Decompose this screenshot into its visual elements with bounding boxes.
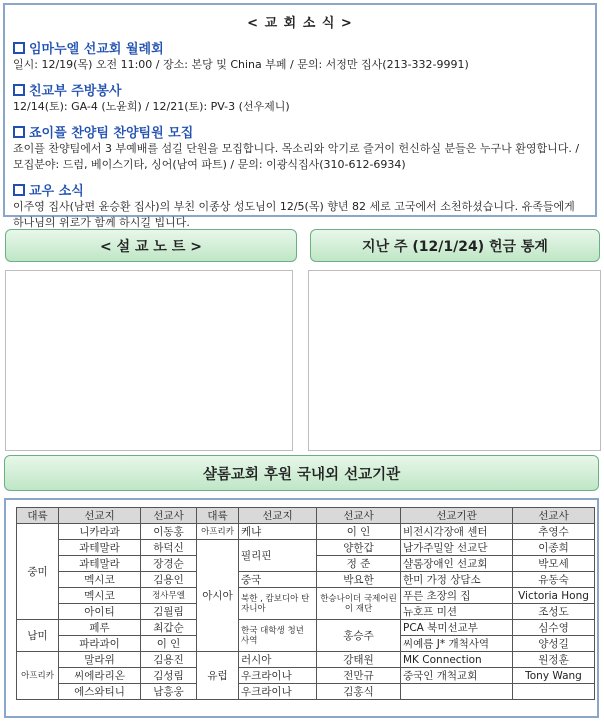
- missionary-cell: 전만규: [317, 668, 401, 684]
- missionary-cell: 이 인: [317, 524, 401, 540]
- table-header-row: [17, 508, 595, 524]
- table-row: [17, 588, 595, 604]
- news-body: 죠이플 찬양팀에서 3 부예배를 섬길 단원을 모집합니다. 목소리와 악기로 즐거이 헌신하실 분들은 누구나 환영합니다. / 모집분야: 드럼, 베이스기타, 싱어(남여 파트) / 문의: 이광식집사(310-612-6934): [13, 142, 580, 171]
- checkbox-square-icon: [13, 42, 25, 54]
- column-header: 선교사: [141, 508, 197, 524]
- missionary-cell: 김용진: [141, 652, 197, 668]
- missions-table: [16, 507, 595, 700]
- organization-cell: MK Connection: [401, 652, 513, 668]
- missionary-cell: 이종희: [513, 540, 595, 556]
- mission-field-cell: 북한 , 캄보디아 탄자니아: [239, 588, 317, 620]
- continent-cell: 아시아: [197, 540, 239, 652]
- column-header: 선교사: [317, 508, 401, 524]
- missions-header: 샬롬교회 후원 국내외 선교기관: [4, 455, 599, 491]
- missionary-cell: 심수영: [513, 620, 595, 636]
- missionary-cell: 김홍식: [317, 684, 401, 700]
- news-heading: 죠이플 찬양팀 찬양팀원 모집: [29, 126, 194, 141]
- missionary-cell: 이동홍: [141, 524, 197, 540]
- missionary-cell: 한승나이더 국제어린이 재단: [317, 588, 401, 620]
- missionary-cell: 양한갑: [317, 540, 401, 556]
- table-row: [17, 684, 595, 700]
- organization-cell: 푸른 초장의 집: [401, 588, 513, 604]
- continent-cell: 아프리카: [17, 652, 59, 700]
- column-header: 선교지: [239, 508, 317, 524]
- missionary-cell: 조성도: [513, 604, 595, 620]
- organization-cell: 비전시각장애 센터: [401, 524, 513, 540]
- organization-cell: 씨예름 J* 개척사역: [401, 636, 513, 652]
- mission-field-cell: 멕시코: [59, 572, 141, 588]
- news-item: [13, 180, 587, 231]
- missionary-cell: 하덕신: [141, 540, 197, 556]
- column-header: 선교사: [513, 508, 595, 524]
- news-heading: 임마누엘 선교회 월례회: [29, 42, 164, 57]
- mission-field-cell: 과테말라: [59, 556, 141, 572]
- table-row: [17, 572, 595, 588]
- missionary-cell: 박요한: [317, 572, 401, 588]
- table-row: [17, 668, 595, 684]
- news-item: [13, 38, 587, 73]
- continent-cell: 유럽: [197, 652, 239, 700]
- news-item: [13, 122, 587, 173]
- checkbox-square-icon: [13, 184, 25, 196]
- news-body: 12/14(토): GA-4 (노윤희) / 12/21(토): PV-3 (선우제니): [13, 100, 290, 113]
- continent-cell: 중미: [17, 524, 59, 620]
- mission-field-cell: 한국 대학생 청년 사역: [239, 620, 317, 652]
- missionary-cell: 박모세: [513, 556, 595, 572]
- news-item: [13, 80, 587, 115]
- table-row: [17, 540, 595, 556]
- news-body: 일시: 12/19(목) 오전 11:00 / 장소: 본당 및 China 부페 / 문의: 서정만 집사(213-332-9991): [13, 58, 469, 71]
- mission-field-cell: 우크라이나: [239, 684, 317, 700]
- mission-field-cell: 아이티: [59, 604, 141, 620]
- missions-table-box: [4, 498, 599, 718]
- mission-field-cell: 과테말라: [59, 540, 141, 556]
- mission-field-cell: 니카라과: [59, 524, 141, 540]
- sermon-notes-panel: [5, 270, 293, 451]
- missionary-cell: 추영수: [513, 524, 595, 540]
- missionary-cell: 정 준: [317, 556, 401, 572]
- organization-cell: 뉴호프 미션: [401, 604, 513, 620]
- church-news-box: [3, 3, 597, 229]
- mission-field-cell: 우크라이나: [239, 668, 317, 684]
- mission-field-cell: 케냐: [239, 524, 317, 540]
- church-news-title: < 교 회 소 식 >: [247, 16, 353, 31]
- offering-stats-panel: [308, 270, 601, 451]
- organization-cell: 남가주밀알 선교단: [401, 540, 513, 556]
- missionary-cell: 강태원: [317, 652, 401, 668]
- missionary-cell: 홍승주: [317, 620, 401, 652]
- organization-cell: 중국인 개척교회: [401, 668, 513, 684]
- checkbox-square-icon: [13, 84, 25, 96]
- column-header: 대륙: [197, 508, 239, 524]
- checkbox-square-icon: [13, 126, 25, 138]
- column-header: 선교지: [59, 508, 141, 524]
- missionary-cell: 정사무엘: [141, 588, 197, 604]
- missionary-cell: [513, 684, 595, 700]
- column-header: 대륙: [17, 508, 59, 524]
- table-row: [17, 620, 595, 636]
- missionary-cell: 김용인: [141, 572, 197, 588]
- mission-field-cell: 씨에라리온: [59, 668, 141, 684]
- missionary-cell: 최갑순: [141, 620, 197, 636]
- mission-field-cell: 필리핀: [239, 540, 317, 572]
- organization-cell: PCA 북미선교부: [401, 620, 513, 636]
- missionary-cell: 김성림: [141, 668, 197, 684]
- mission-field-cell: 페루: [59, 620, 141, 636]
- table-row: [17, 652, 595, 668]
- missionary-cell: 김월림: [141, 604, 197, 620]
- news-body: 이주영 집사(남편 윤승환 집사)의 부친 이종상 성도님이 12/5(목) 향년 82 세로 고국에서 소천하셨습니다. 유족들에게 하나님의 위로가 함께 하시길 빕니다.: [13, 200, 575, 229]
- column-header: 선교기관: [401, 508, 513, 524]
- missionary-cell: 원정훈: [513, 652, 595, 668]
- news-heading: 친교부 주방봉사: [29, 84, 122, 99]
- missionary-cell: 남흥웅: [141, 684, 197, 700]
- missionary-cell: 유동숙: [513, 572, 595, 588]
- sermon-notes-header: < 설 교 노 트 >: [5, 229, 297, 262]
- mission-field-cell: 중국: [239, 572, 317, 588]
- missionary-cell: 양성길: [513, 636, 595, 652]
- continent-cell: 남미: [17, 620, 59, 652]
- continent-cell: 아프리카: [197, 524, 239, 540]
- mission-field-cell: 말라위: [59, 652, 141, 668]
- news-heading: 교우 소식: [29, 184, 84, 199]
- missionary-cell: Tony Wang: [513, 668, 595, 684]
- missionary-cell: 장경순: [141, 556, 197, 572]
- missionary-cell: 이 인: [141, 636, 197, 652]
- organization-cell: [401, 684, 513, 700]
- organization-cell: 한미 가정 상담소: [401, 572, 513, 588]
- offering-stats-header: 지난 주 (12/1/24) 헌금 통계: [310, 229, 600, 262]
- table-row: [17, 524, 595, 540]
- mission-field-cell: 파라과이: [59, 636, 141, 652]
- organization-cell: 샬롬장애인 선교회: [401, 556, 513, 572]
- mission-field-cell: 멕시코: [59, 588, 141, 604]
- mission-field-cell: 에스와티니: [59, 684, 141, 700]
- missionary-cell: Victoria Hong: [513, 588, 595, 604]
- mission-field-cell: 러시아: [239, 652, 317, 668]
